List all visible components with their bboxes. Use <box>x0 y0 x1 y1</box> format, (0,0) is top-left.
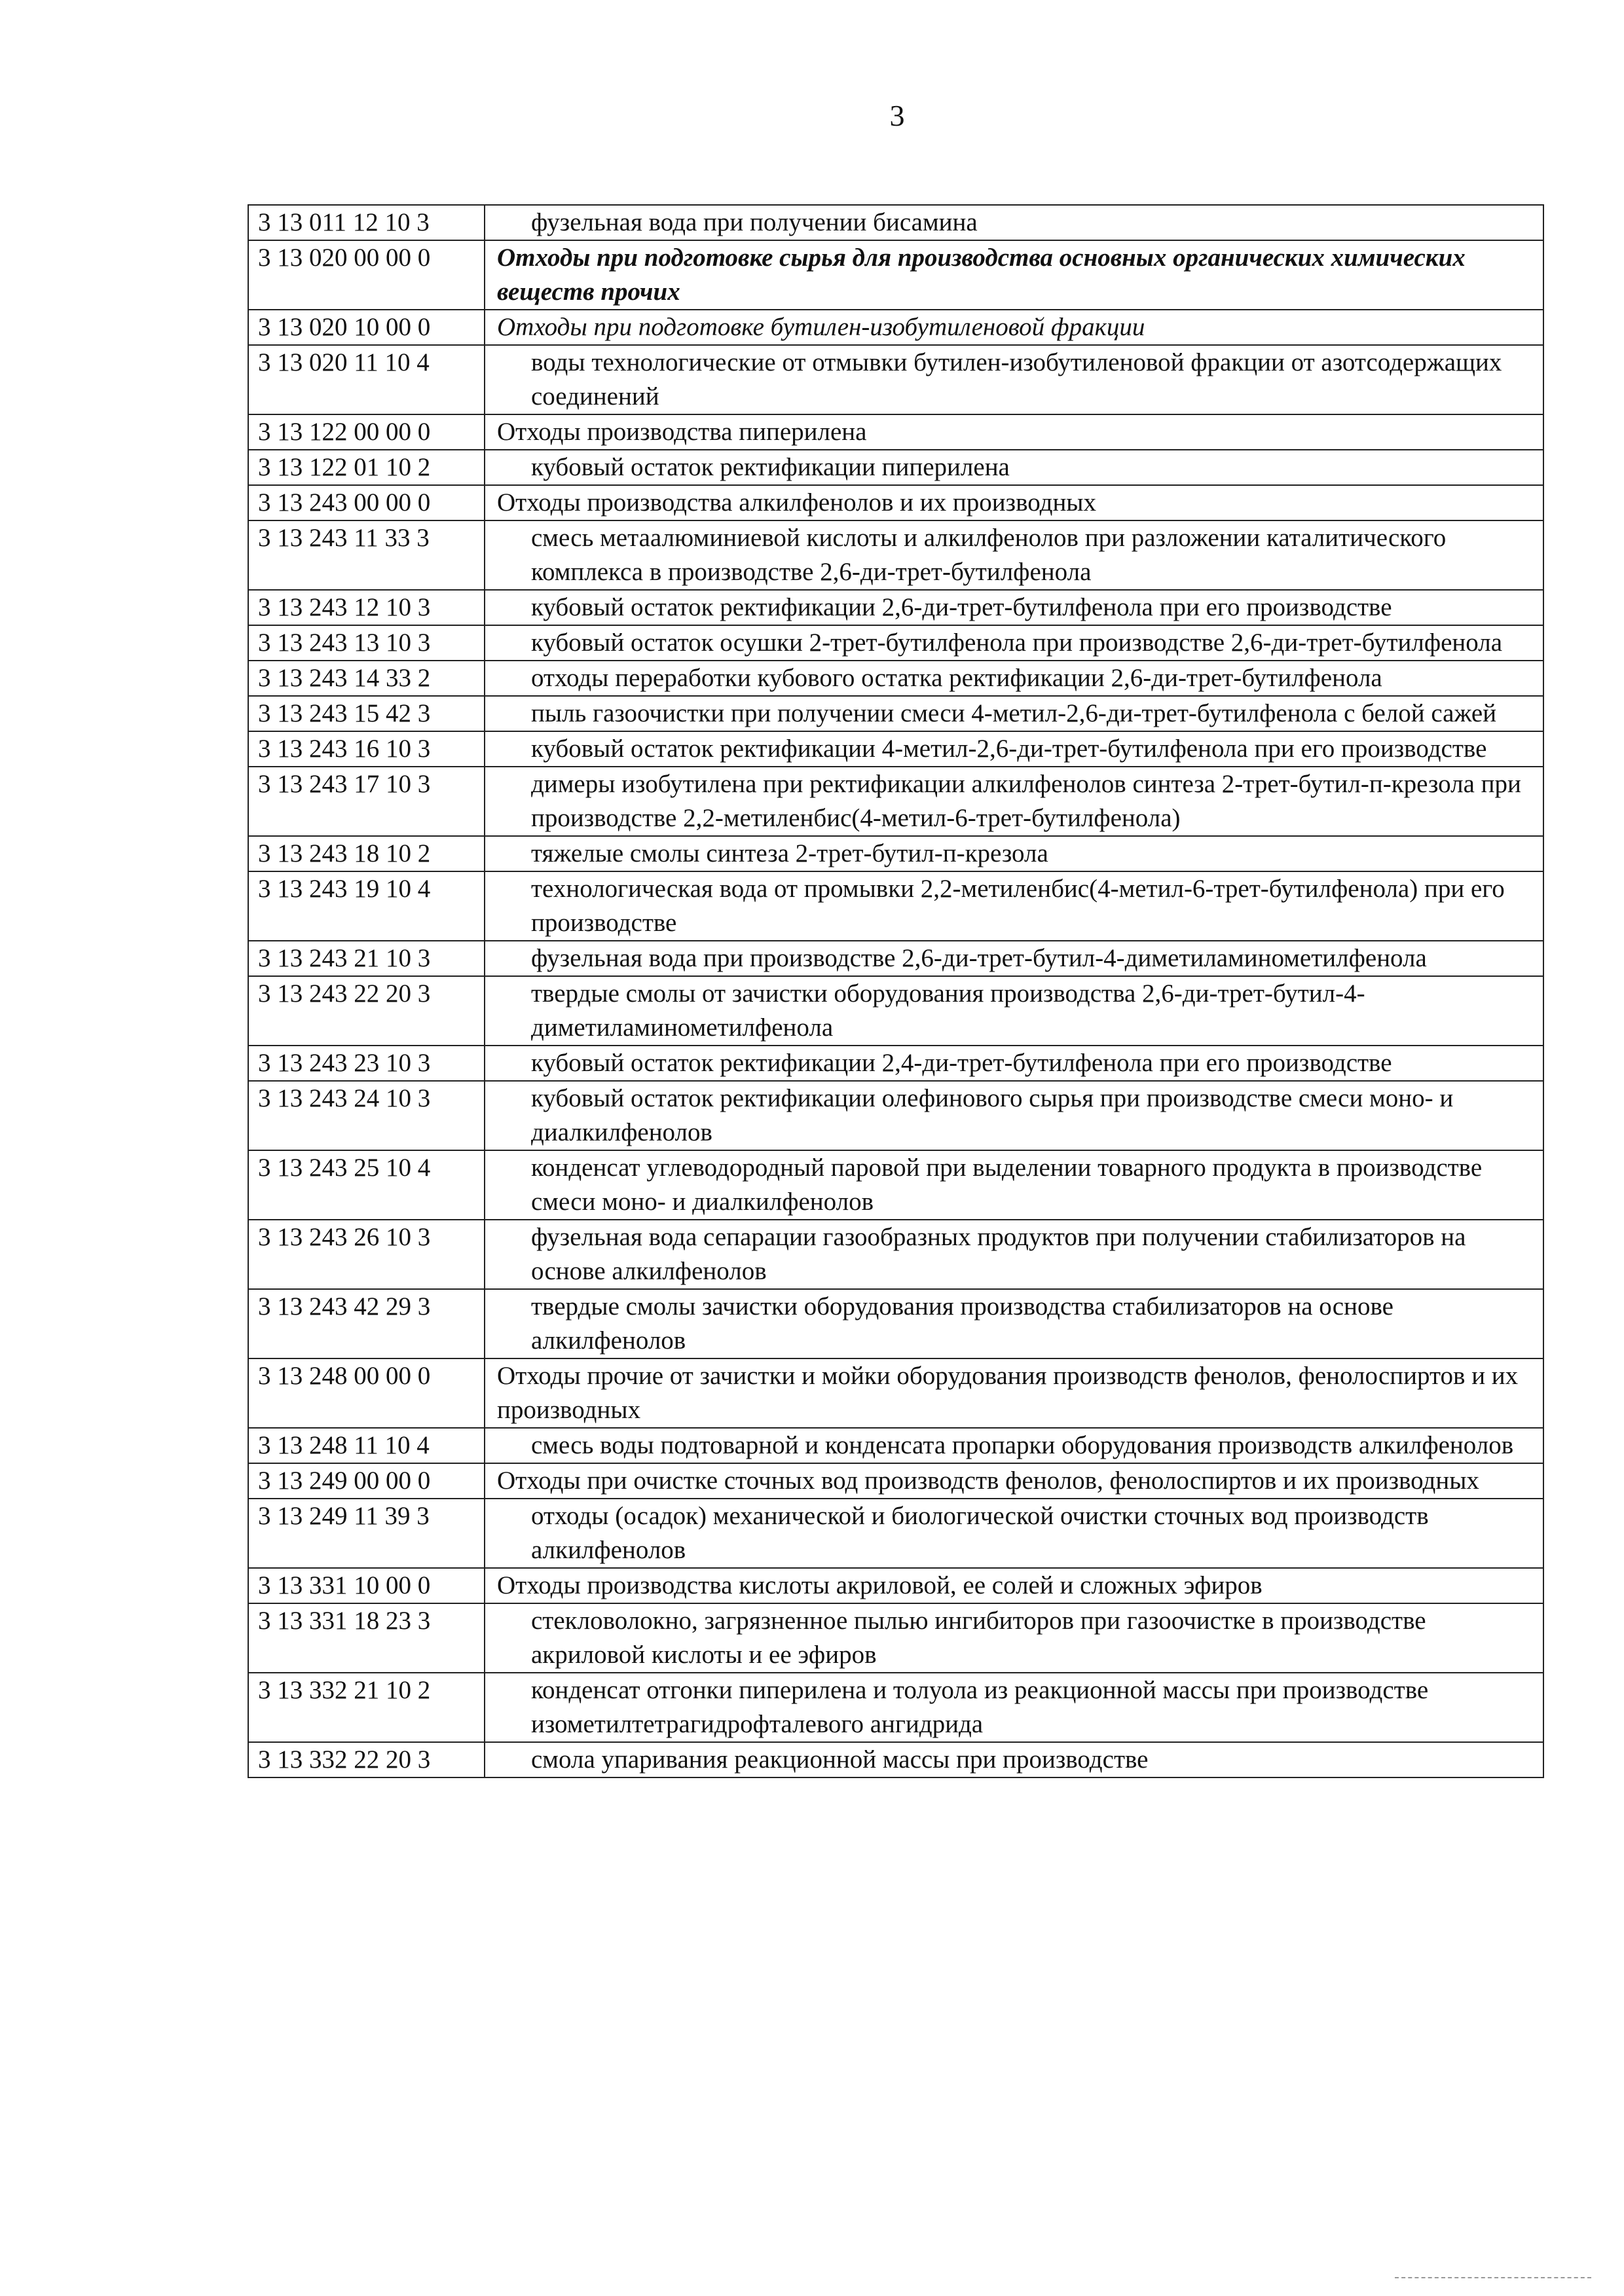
waste-code-cell: 3 13 243 23 10 3 <box>248 1046 485 1081</box>
waste-code-cell: 3 13 243 11 33 3 <box>248 520 485 590</box>
table-row <box>248 1568 1543 1603</box>
waste-description-cell: конденсат углеводородный паровой при выделении товарного продукта в производстве смеси моно- и диалкилфенолов <box>485 1150 1543 1220</box>
table-row <box>248 1673 1543 1742</box>
waste-description-cell: Отходы прочие от зачистки и мойки оборудования производств фенолов, фенолоспиртов и их производных <box>485 1358 1543 1428</box>
waste-code-cell: 3 13 243 00 00 0 <box>248 485 485 520</box>
waste-description-cell: кубовый остаток ректификации 2,6-ди-трет-бутилфенола при его производстве <box>485 590 1543 625</box>
table-row <box>248 731 1543 767</box>
table-row <box>248 345 1543 414</box>
waste-code-cell: 3 13 243 19 10 4 <box>248 871 485 941</box>
waste-description-cell: смола упаривания реакционной массы при производстве <box>485 1742 1543 1777</box>
waste-description-cell: смесь метаалюминиевой кислоты и алкилфенолов при разложении каталитического комплекса в производстве 2,6-ди-трет-бутилфенола <box>485 520 1543 590</box>
table-row <box>248 1289 1543 1358</box>
waste-code-cell: 3 13 331 10 00 0 <box>248 1568 485 1603</box>
waste-description-cell: кубовый остаток ректификации 4-метил-2,6-ди-трет-бутилфенола при его производстве <box>485 731 1543 767</box>
waste-description-cell: твердые смолы зачистки оборудования производства стабилизаторов на основе алкилфенолов <box>485 1289 1543 1358</box>
waste-code-cell: 3 13 243 21 10 3 <box>248 941 485 976</box>
waste-code-cell: 3 13 243 18 10 2 <box>248 836 485 871</box>
waste-code-cell: 3 13 332 21 10 2 <box>248 1673 485 1742</box>
waste-code-cell: 3 13 249 11 39 3 <box>248 1499 485 1568</box>
table-row <box>248 205 1543 240</box>
table-row <box>248 240 1543 310</box>
waste-description-cell: Отходы при подготовке бутилен-изобутиленовой фракции <box>485 310 1543 345</box>
waste-description-cell: димеры изобутилена при ректификации алкилфенолов синтеза 2-трет-бутил-п-крезола при производстве 2,2-метиленбис(4-метил-6-трет-бутилфенола) <box>485 767 1543 836</box>
table-row <box>248 1499 1543 1568</box>
scan-artifact-line <box>1395 2277 1591 2281</box>
table-row <box>248 871 1543 941</box>
table-row <box>248 696 1543 731</box>
waste-code-cell: 3 13 243 12 10 3 <box>248 590 485 625</box>
table-row <box>248 1603 1543 1673</box>
waste-description-cell: кубовый остаток ректификации 2,4-ди-трет-бутилфенола при его производстве <box>485 1046 1543 1081</box>
table-row <box>248 836 1543 871</box>
waste-code-cell: 3 13 020 10 00 0 <box>248 310 485 345</box>
waste-code-cell: 3 13 011 12 10 3 <box>248 205 485 240</box>
waste-code-cell: 3 13 243 15 42 3 <box>248 696 485 731</box>
waste-code-cell: 3 13 248 00 00 0 <box>248 1358 485 1428</box>
waste-description-cell: Отходы производства пиперилена <box>485 414 1543 450</box>
waste-code-cell: 3 13 020 11 10 4 <box>248 345 485 414</box>
waste-description-cell: технологическая вода от промывки 2,2-метиленбис(4-метил-6-трет-бутилфенола) при его производстве <box>485 871 1543 941</box>
waste-code-cell: 3 13 249 00 00 0 <box>248 1463 485 1499</box>
waste-code-cell: 3 13 243 42 29 3 <box>248 1289 485 1358</box>
table-row <box>248 767 1543 836</box>
waste-code-cell: 3 13 122 01 10 2 <box>248 450 485 485</box>
waste-description-cell: фузельная вода сепарации газообразных продуктов при получении стабилизаторов на основе алкилфенолов <box>485 1220 1543 1289</box>
waste-code-cell: 3 13 020 00 00 0 <box>248 240 485 310</box>
waste-description-cell: Отходы производства кислоты акриловой, ее солей и сложных эфиров <box>485 1568 1543 1603</box>
waste-description-cell: фузельная вода при получении бисамина <box>485 205 1543 240</box>
waste-description-cell: тяжелые смолы синтеза 2-трет-бутил-п-крезола <box>485 836 1543 871</box>
waste-code-cell: 3 13 243 16 10 3 <box>248 731 485 767</box>
page-number: 3 <box>889 99 905 132</box>
waste-code-cell: 3 13 331 18 23 3 <box>248 1603 485 1673</box>
waste-description-cell: кубовый остаток ректификации олефинового сырья при производстве смеси моно- и диалкилфенолов <box>485 1081 1543 1150</box>
waste-description-cell: стекловолокно, загрязненное пылью ингибиторов при газоочистке в производстве акриловой кислоты и ее эфиров <box>485 1603 1543 1673</box>
table-row <box>248 625 1543 661</box>
waste-code-cell: 3 13 248 11 10 4 <box>248 1428 485 1463</box>
table-row <box>248 450 1543 485</box>
waste-description-cell: конденсат отгонки пиперилена и толуола из реакционной массы при производстве изометилтетрагидрофталевого ангидрида <box>485 1673 1543 1742</box>
waste-description-cell: пыль газоочистки при получении смеси 4-метил-2,6-ди-трет-бутилфенола с белой сажей <box>485 696 1543 731</box>
waste-description-cell: фузельная вода при производстве 2,6-ди-трет-бутил-4-диметиламинометилфенола <box>485 941 1543 976</box>
waste-description-cell: кубовый остаток ректификации пиперилена <box>485 450 1543 485</box>
waste-description-cell: Отходы при подготовке сырья для производства основных органических химических веществ прочих <box>485 240 1543 310</box>
table-row <box>248 1742 1543 1777</box>
waste-description-cell: отходы (осадок) механической и биологической очистки сточных вод производств алкилфенолов <box>485 1499 1543 1568</box>
waste-code-cell: 3 13 243 17 10 3 <box>248 767 485 836</box>
table-row <box>248 520 1543 590</box>
table-row <box>248 941 1543 976</box>
waste-code-cell: 3 13 243 14 33 2 <box>248 661 485 696</box>
table-row <box>248 1150 1543 1220</box>
waste-code-cell: 3 13 243 13 10 3 <box>248 625 485 661</box>
waste-code-cell: 3 13 243 24 10 3 <box>248 1081 485 1150</box>
waste-description-cell: смесь воды подтоварной и конденсата пропарки оборудования производств алкилфенолов <box>485 1428 1543 1463</box>
waste-code-cell: 3 13 332 22 20 3 <box>248 1742 485 1777</box>
table-row <box>248 661 1543 696</box>
table-row <box>248 1428 1543 1463</box>
waste-code-cell: 3 13 243 22 20 3 <box>248 976 485 1046</box>
table-body <box>248 205 1543 1777</box>
table-row <box>248 1220 1543 1289</box>
waste-description-cell: твердые смолы от зачистки оборудования производства 2,6-ди-трет-бутил-4-диметиламинометилфенола <box>485 976 1543 1046</box>
table-row <box>248 976 1543 1046</box>
waste-description-cell: кубовый остаток осушки 2-трет-бутилфенола при производстве 2,6-ди-трет-бутилфенола <box>485 625 1543 661</box>
table-row <box>248 485 1543 520</box>
waste-code-cell: 3 13 243 26 10 3 <box>248 1220 485 1289</box>
waste-description-cell: отходы переработки кубового остатка ректификации 2,6-ди-трет-бутилфенола <box>485 661 1543 696</box>
waste-description-cell: Отходы при очистке сточных вод производств фенолов, фенолоспиртов и их производных <box>485 1463 1543 1499</box>
table-row <box>248 1081 1543 1150</box>
waste-code-cell: 3 13 243 25 10 4 <box>248 1150 485 1220</box>
table-row <box>248 1463 1543 1499</box>
table-row <box>248 1046 1543 1081</box>
waste-classification-table <box>248 204 1544 1778</box>
waste-description-cell: воды технологические от отмывки бутилен-изобутиленовой фракции от азотсодержащих соединений <box>485 345 1543 414</box>
table-row <box>248 310 1543 345</box>
waste-description-cell: Отходы производства алкилфенолов и их производных <box>485 485 1543 520</box>
waste-code-cell: 3 13 122 00 00 0 <box>248 414 485 450</box>
table-row <box>248 414 1543 450</box>
table-row <box>248 1358 1543 1428</box>
table-row <box>248 590 1543 625</box>
